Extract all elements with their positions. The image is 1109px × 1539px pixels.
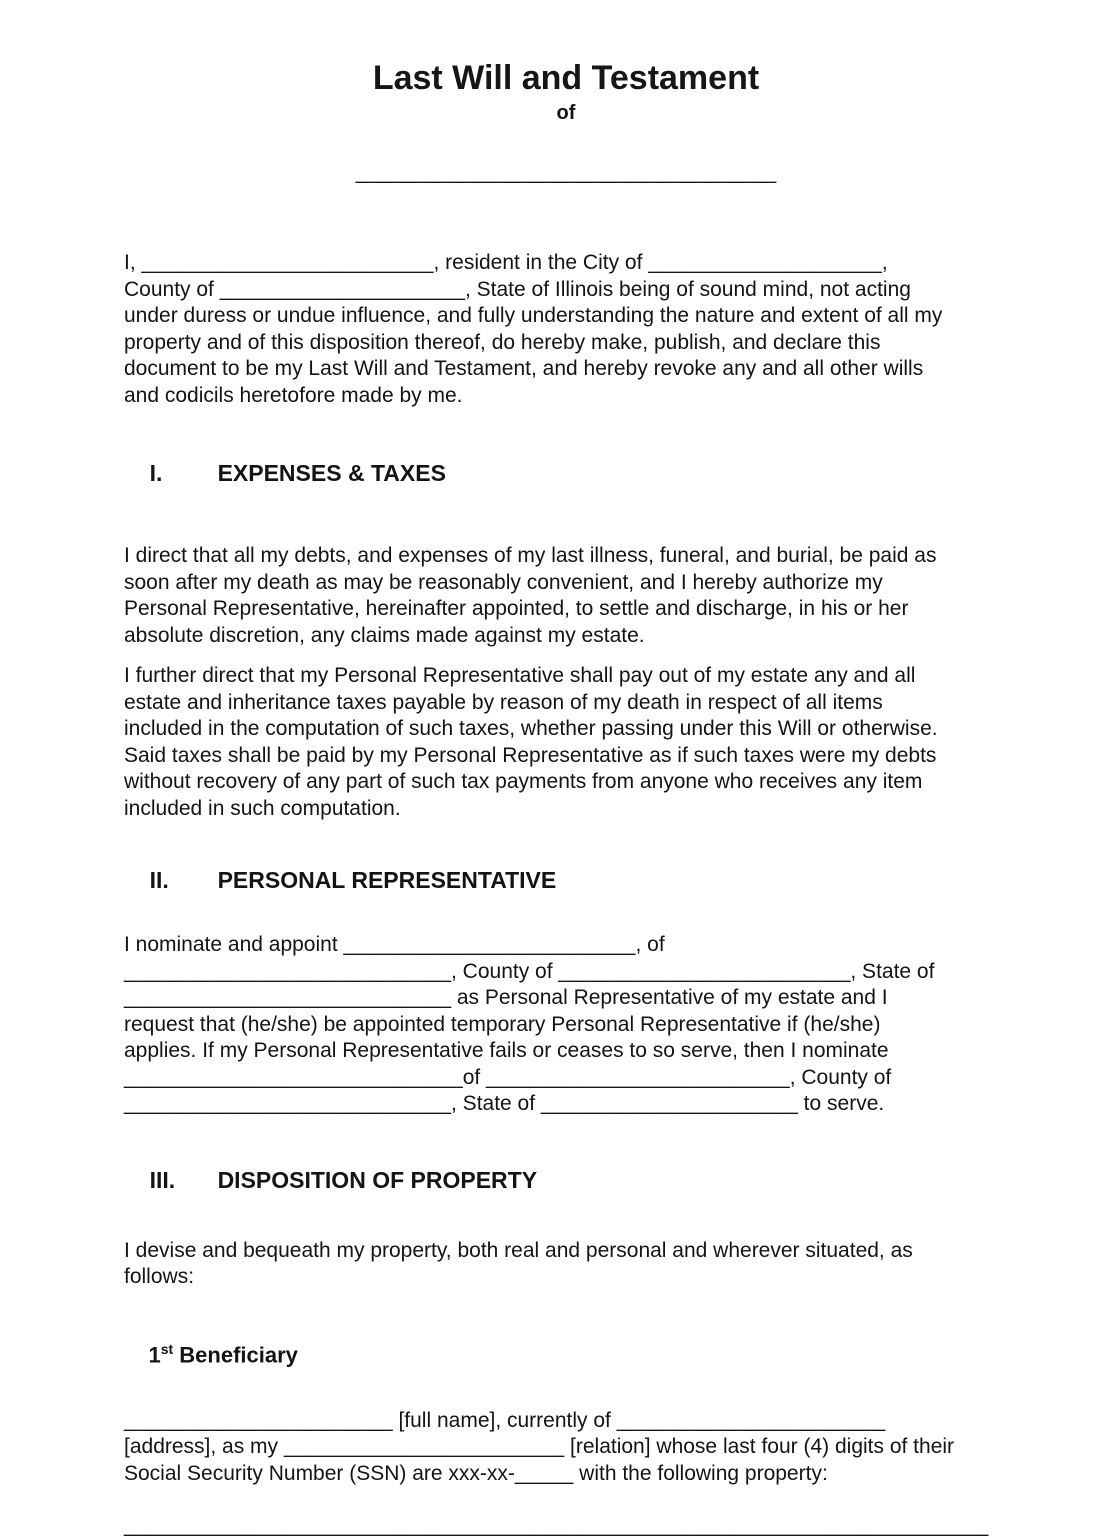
document-title: Last Will and Testament [372,59,760,97]
text-line: estate and inheritance taxes payable by reason of my death in respect of all items [124,690,883,714]
text-line: I further direct that my Personal Representative shall pay out of my estate any and all [124,664,916,687]
opening-paragraph [124,250,1008,409]
expenses-paragraph-1 [124,543,1008,649]
beneficiary-number: 1 [148,1341,161,1367]
text-line: [address], as my ________________________ [relation] whose last four (4) digits of their [124,1435,955,1459]
text-line: under duress or undue influence, and fully understanding the nature and extent of all my [124,304,943,327]
section-title: PERSONAL REPRESENTATIVE [217,867,557,893]
text-line: applies. If my Personal Representative fails or ceases to so serve, then I nominate [124,1039,889,1062]
section-title: DISPOSITION OF PROPERTY [217,1166,538,1193]
expenses-paragraph-2 [124,663,1008,822]
text-line: document to be my Last Will and Testament, and hereby revoke any and all other wills [124,357,924,380]
text-line: I direct that all my debts, and expenses of my last illness, funeral, and burial, be paid as [124,544,937,567]
text-line: without recovery of any part of such tax payments from anyone who receives any item [124,770,923,793]
beneficiary-ordinal: st [160,1340,174,1357]
text-line: Social Security Number (SSN) are xxx-xx-_____ with the following property: [124,1461,828,1485]
beneficiary-label: Beneficiary [173,1341,298,1367]
text-line: included in the computation of such taxes, whether passing under this Will or otherwise. [124,717,938,740]
section-title: EXPENSES & TAXES [217,460,446,486]
text-line: ____________________________ as Personal Representative of my estate and I [124,986,888,1009]
section-heading-expenses-taxes [124,431,1008,515]
property-writein-blank-line: __________________________________________________________________________ [124,1514,989,1538]
text-line: and codicils heretofore made by me. [124,383,463,407]
text-line: soon after my death as may be reasonably convenient, and I hereby authorize my [124,570,883,594]
section-heading-disposition-of-property [124,1138,1008,1222]
section-heading-personal-representative [124,838,1008,922]
text-line: request that (he/she) be appointed temporary Personal Representative if (he/she) [124,1012,881,1036]
testator-name-blank-line: ____________________________________ [355,161,777,184]
text-line: included in such computation. [124,796,401,820]
personal-representative-paragraph [124,932,1008,1118]
first-beneficiary-heading [124,1309,1008,1395]
section-number: I. [149,460,163,486]
text-line: _______________________ [full name], currently of _______________________ [124,1408,886,1432]
text-line: I devise and bequeath my property, both real and personal and wherever situated, as [124,1238,913,1262]
text-line: I, _________________________, resident in the City of ____________________, [124,251,888,274]
text-line: ____________________________, State of ______________________ to serve. [124,1092,885,1115]
first-beneficiary-paragraph [124,1408,1008,1488]
text-line: Personal Representative, hereinafter appointed, to settle and discharge, in his or her [124,597,909,620]
text-line: property and of this disposition thereof, do hereby make, publish, and declare this [124,330,881,354]
text-line: ____________________________, County of _________________________, State of [124,959,935,983]
disposition-paragraph [124,1238,1008,1291]
section-number: II. [149,867,169,893]
text-line: County of _____________________, State of Illinois being of sound mind, not acting [124,277,911,301]
text-line: absolute discretion, any claims made against my estate. [124,623,645,647]
text-line: Said taxes shall be paid by my Personal Representative as if such taxes were my debts [124,743,937,767]
text-line: follows: [124,1265,195,1288]
document-subtitle: of [556,102,576,124]
text-line: _____________________________of __________________________, County of [124,1065,892,1089]
text-line: I nominate and appoint _________________________, of [124,933,665,956]
section-number: III. [149,1166,176,1193]
